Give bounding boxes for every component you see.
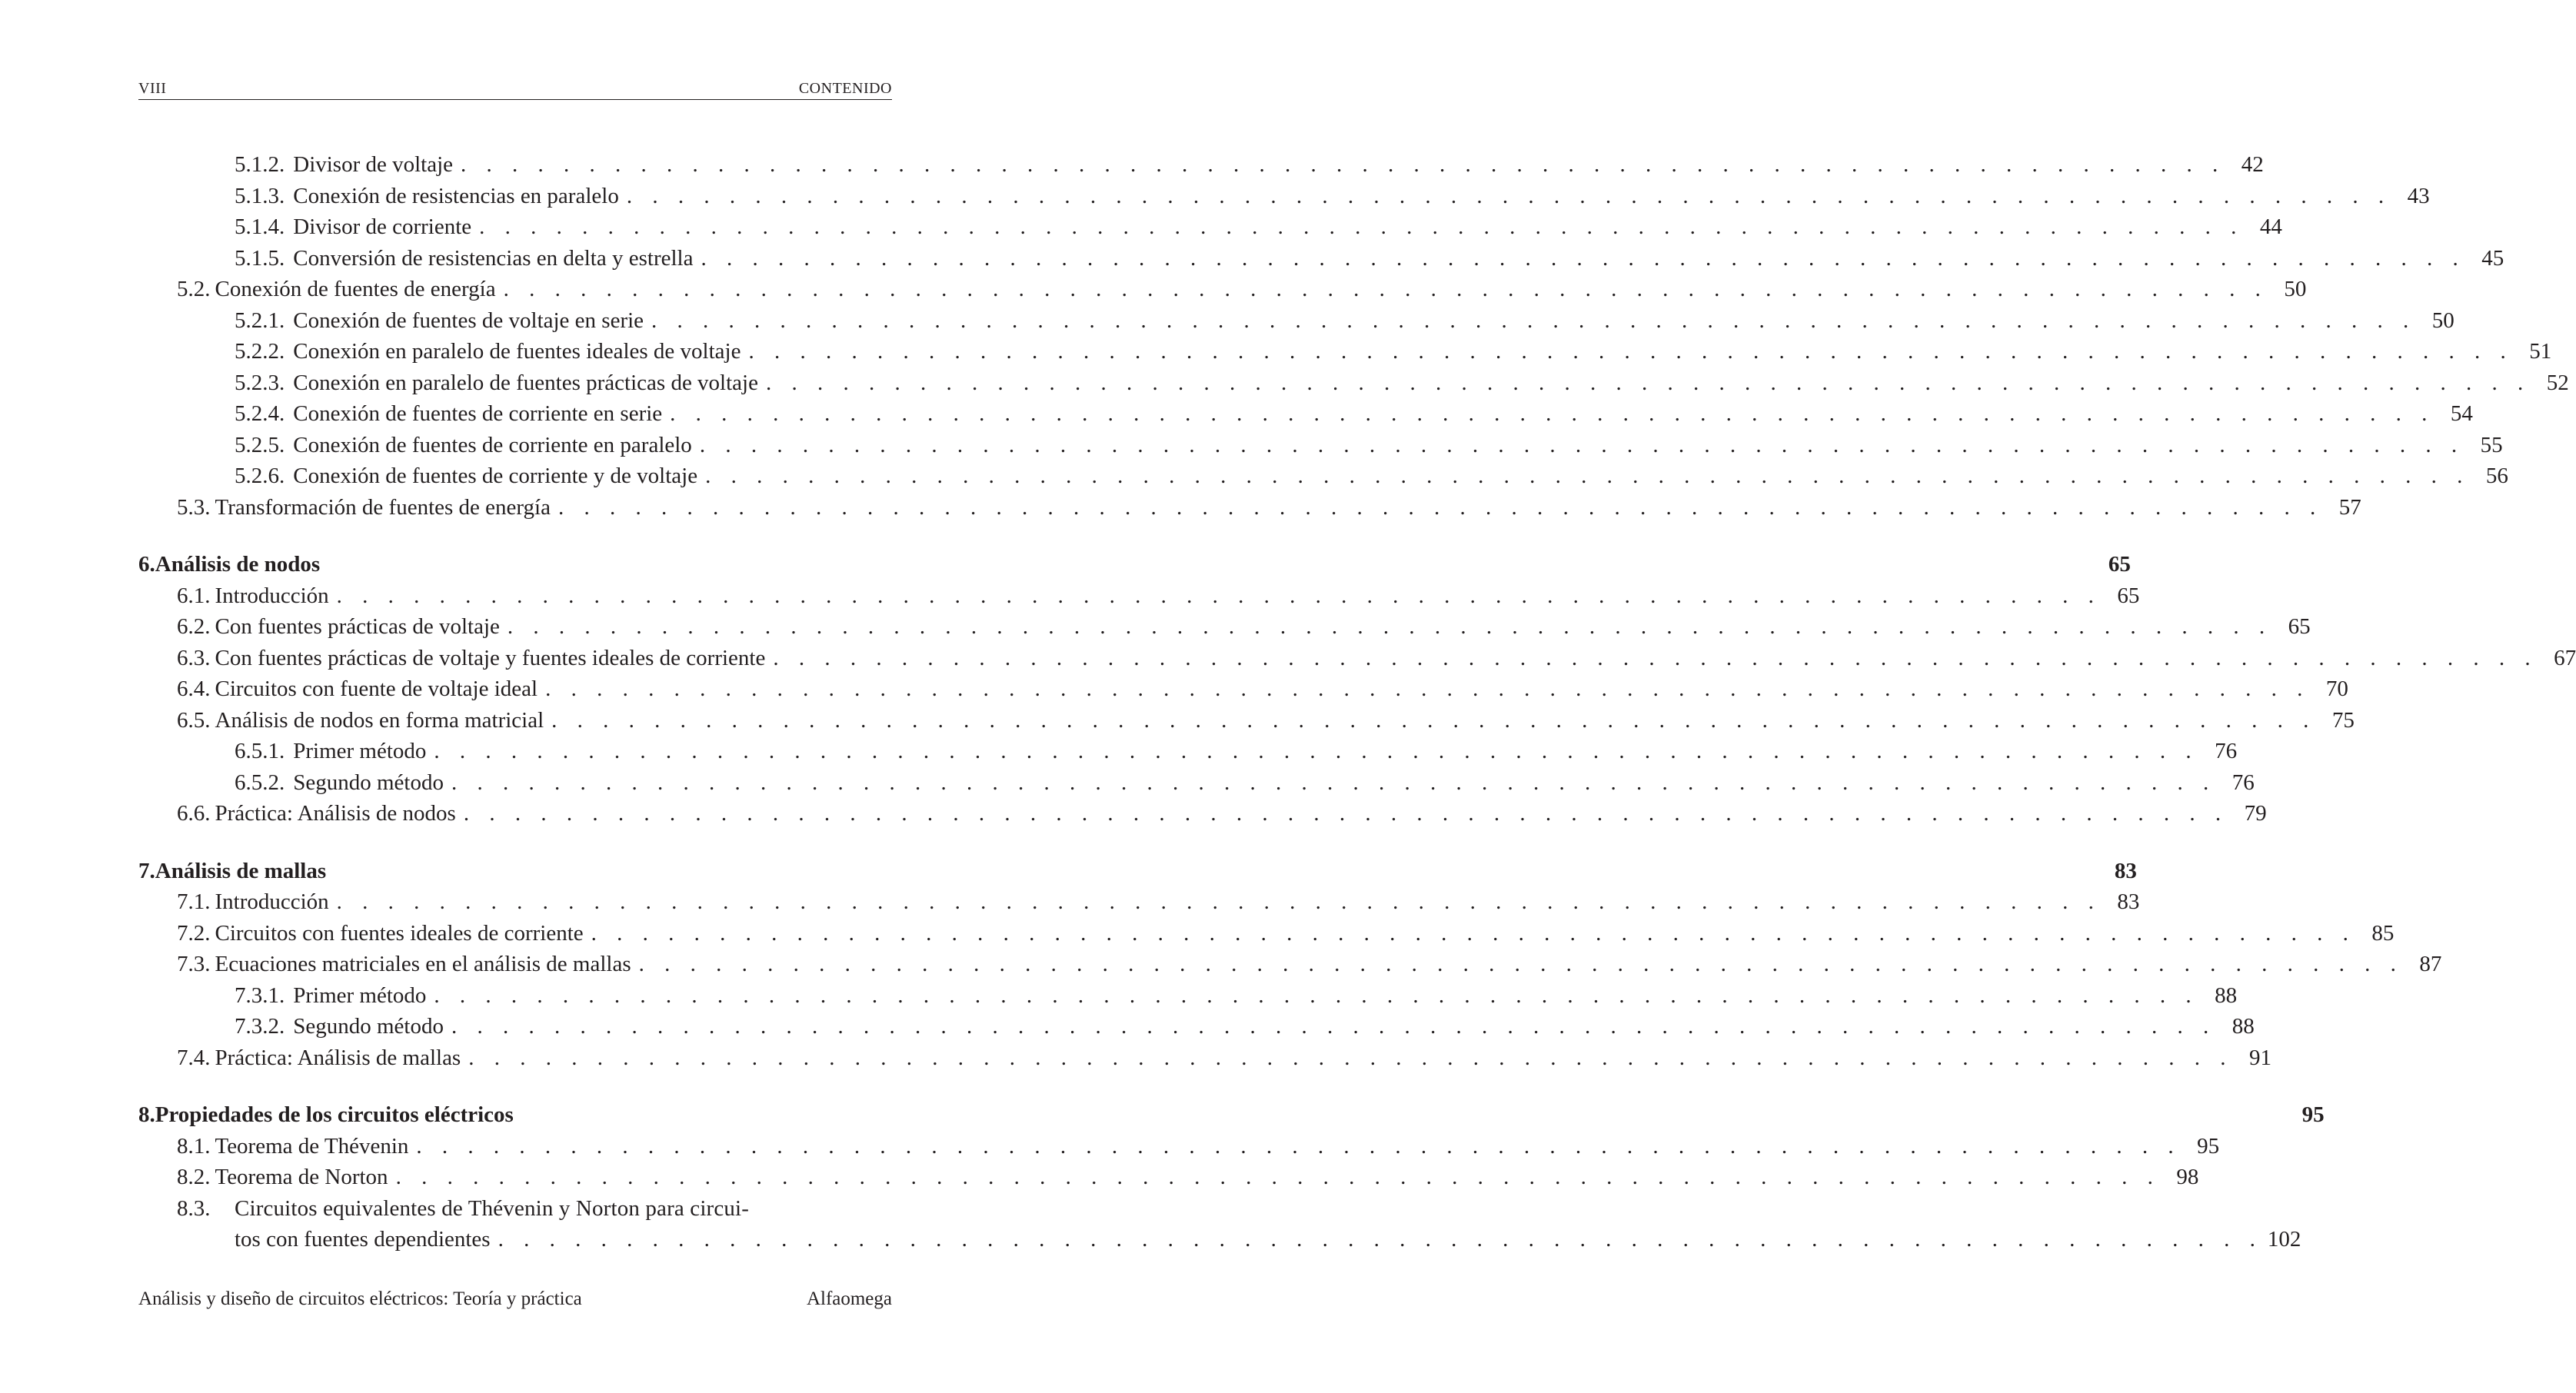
toc-entry-number: 5.2.3. [235, 370, 285, 395]
toc-entry-page: 54 [2450, 401, 2473, 426]
toc-entry[interactable] [138, 464, 2508, 495]
table-of-contents [138, 152, 2576, 1258]
toc-entry-page: 55 [2480, 432, 2503, 457]
toc-entry-title: Análisis de mallas [155, 858, 327, 883]
dot-leader: . . . . . . . . . . . . . . . . . . . . . . . . . . . . . . . . . . . . . . . . . . . . . . . . . . . . . . . . . . . . . . . . . . . . . [699, 432, 2465, 457]
toc-entry-wrapped [138, 1195, 2301, 1258]
toc-entry[interactable] [138, 214, 2282, 246]
toc-entry[interactable] [138, 339, 2552, 371]
toc-entry[interactable] [138, 308, 2455, 340]
toc-entry[interactable] [138, 1165, 2199, 1196]
toc-entry-number: 7.2. [177, 920, 211, 946]
toc-entry-number: 7. [138, 858, 155, 883]
dot-leader: . . . . . . . . . . . . . . . . . . . . . . . . . . . . . . . . . . . . . . . . . . . . . . . . . . . . . . . . . . . . . . . . . . . . . [479, 214, 2244, 239]
toc-entry-page: 75 [2331, 707, 2355, 733]
toc-entry[interactable] [138, 1014, 2255, 1046]
dot-leader: . . . . . . . . . . . . . . . . . . . . . . . . . . . . . . . . . . . . . . . . . . . . . . . . . . . . . . . . . . . . . . . . . . . . . [591, 920, 2356, 946]
toc-entry[interactable] [138, 494, 2361, 527]
toc-entry-page: 50 [2431, 308, 2455, 333]
toc-entry-title: Con fuentes prácticas de voltaje [215, 614, 500, 639]
toc-entry[interactable] [138, 920, 2395, 952]
dot-leader: . . . . . . . . . . . . . . . . . . . . . . . . . . . . . . . . . . . . . . . . . . . . . . . . . . . . . . . . . . . . . . . . . . . . . [765, 370, 2531, 395]
toc-entry-page: 70 [2325, 677, 2348, 701]
toc-entry-number: 6.6. [177, 801, 211, 826]
dot-leader: . . . . . . . . . . . . . . . . . . . . . . . . . . . . . . . . . . . . . . . . . . . . . . . . . . . . . . . . . . . . . . . . . . . . . [551, 707, 2316, 733]
toc-entry[interactable] [138, 982, 2238, 1015]
toc-entry-title: Primer método [293, 739, 427, 763]
dot-leader: . . . . . . . . . . . . . . . . . . . . . . . . . . . . . . . . . . . . . . . . . . . . . . . . . . . . . . . . . . . . . . . . . . . . . [503, 277, 2268, 301]
dot-leader: . . . . . . . . . . . . . . . . . . . . . . . . . . . . . . . . . . . . . . . . . . . . . . . . . . . . . . . . . . . . . . . . . . . . . [507, 614, 2272, 639]
toc-entry-title: Primer método [293, 982, 427, 1008]
toc-entry[interactable] [138, 677, 2348, 708]
toc-entry[interactable] [138, 1045, 2271, 1077]
dot-leader: . . . . . . . . . . . . . . . . . . . . . . . . . . . . . . . . . . . . . . . . . . . . . . . . . . . . . . . . . . . . . . . . . . . . . [701, 245, 2466, 271]
toc-entry-number: 5.1.2. [235, 152, 285, 177]
toc-entry-page: 45 [2481, 245, 2504, 271]
dot-leader: . . . . . . . . . . . . . . . . . . . . . . . . . . . . . . . . . . . . . . . . . . . . . . . . . . . . . . . . . . . . . . . . . . . . . [468, 1045, 2233, 1070]
dot-leader: . . . . . . . . . . . . . . . . . . . . . . . . . . . . . . . . . . . . . . . . . . . . . . . . . . . . . . . . . . . . . . . . . . . . . [498, 1227, 2263, 1252]
toc-entry-number: 5.1.5. [235, 245, 285, 271]
dot-leader: . . . . . . . . . . . . . . . . . . . . . . . . . . . . . . . . . . . . . . . . . . . . . . . . . . . . . . . . . . . . . . . . . . . . . [651, 308, 2416, 333]
toc-entry-number: 5.2.5. [235, 432, 285, 457]
toc-entry-title: Transformación de fuentes de energía [215, 494, 551, 520]
dot-leader: . . . . . . . . . . . . . . . . . . . . . . . . . . . . . . . . . . . . . . . . . . . . . . . . . . . . . . . . . . . . . . . . . . . . . [336, 889, 2102, 914]
toc-chapter-entry[interactable] [138, 1102, 2325, 1134]
toc-entry[interactable] [138, 583, 2140, 615]
toc-entry-title: Análisis de nodos [155, 552, 321, 577]
toc-entry-title: Introducción [215, 583, 329, 608]
toc-entry-page: 44 [2259, 214, 2282, 239]
dot-leader: . . . . . . . . . . . . . . . . . . . . . . . . . . . . . . . . . . . . . . . . . . . . . . . . . . . . . . . . . . . . . . . . . . . . . [626, 183, 2391, 208]
dot-leader: . . . . . . . . . . . . . . . . . . . . . . . . . . . . . . . . . . . . . . . . . . . . . . . . . . . . . . . . . . . . . . . . . . . . . [451, 1014, 2216, 1039]
dot-leader: . . . . . . . . . . . . . . . . . . . . . . . . . . . . . . . . . . . . . . . . . . . . . . . . . . . . . . . . . . . . . . . . . . . . . [434, 982, 2199, 1008]
toc-entry-title: Segundo método [293, 1014, 444, 1039]
toc-entry-page: 52 [2546, 370, 2569, 395]
toc-entry-number: 6.5. [177, 707, 211, 733]
toc-entry[interactable] [138, 370, 2569, 402]
running-header [138, 80, 892, 98]
toc-entry[interactable] [138, 1133, 2220, 1165]
toc-entry-number: 6.3. [177, 645, 211, 670]
toc-entry-page: 56 [2485, 464, 2508, 488]
toc-entry-page: 57 [2338, 494, 2361, 520]
dot-leader: . . . . . . . . . . . . . . . . . . . . . . . . . . . . . . . . . . . . . . . . . . . . . . . . . . . . . . . . . . . . . . . . . . . . . [336, 583, 2102, 608]
toc-entry-title: Conexión de fuentes de energía [215, 277, 496, 301]
toc-entry-title: Segundo método [293, 770, 444, 795]
dot-leader: . . . . . . . . . . . . . . . . . . . . . . . . . . . . . . . . . . . . . . . . . . . . . . . . . . . . . . . . . . . . . . . . . . . . . [451, 770, 2216, 795]
dot-leader: . . . . . . . . . . . . . . . . . . . . . . . . . . . . . . . . . . . . . . . . . . . . . . . . . . . . . . . . . . . . . . . . . . . . . [463, 801, 2228, 826]
toc-entry-page: 98 [2176, 1165, 2199, 1189]
page-number-roman: VIII [138, 80, 167, 97]
toc-entry-title: Introducción [215, 889, 329, 914]
toc-entry-number: 6.2. [177, 614, 211, 639]
toc-entry-page: 43 [2407, 183, 2430, 208]
page-footer [138, 1288, 892, 1310]
toc-entry-number: 7.4. [177, 1045, 211, 1070]
dot-leader: . . . . . . . . . . . . . . . . . . . . . . . . . . . . . . . . . . . . . . . . . . . . . . . . . . . . . . . . . . . . . . . . . . . . . [434, 739, 2199, 763]
toc-entry-number: 8.3. [177, 1195, 211, 1221]
dot-leader: . . . . . . . . . . . . . . . . . . . . . . . . . . . . . . . . . . . . . . . . . . . . . . . . . . . . . . . . . . . . . . . . . . . . . [416, 1133, 2182, 1159]
toc-entry-title: Divisor de corriente [293, 214, 472, 239]
toc-entry-title: Conexión de fuentes de corriente en paralelo [293, 432, 692, 457]
toc-entry-title: Circuitos con fuente de voltaje ideal [215, 677, 538, 701]
toc-entry-title: Conexión en paralelo de fuentes ideales de voltaje [293, 339, 741, 364]
toc-entry-title: Divisor de voltaje [293, 152, 454, 177]
toc-entry-number: 6.5.1. [235, 739, 285, 763]
toc-entry-number: 8.2. [177, 1165, 211, 1189]
toc-entry-page: 65 [2288, 614, 2311, 639]
toc-entry-title: Circuitos con fuentes ideales de corriente [215, 920, 584, 946]
toc-entry-page: 85 [2371, 920, 2395, 946]
toc-entry-page: 76 [2232, 770, 2255, 795]
toc-entry[interactable] [138, 645, 2576, 677]
toc-entry[interactable] [138, 889, 2140, 921]
toc-entry-title: Conexión de resistencias en paralelo [293, 183, 619, 208]
dot-leader: . . . . . . . . . . . . . . . . . . . . . . . . . . . . . . . . . . . . . . . . . . . . . . . . . . . . . . . . . . . . . . . . . . . . . [461, 152, 2225, 177]
dot-leader: . . . . . . . . . . . . . . . . . . . . . . . . . . . . . . . . . . . . . . . . . . . . . . . . . . . . . . . . . . . . . . . . . . . . . [545, 677, 2310, 701]
toc-chapter-entry[interactable] [138, 858, 2137, 890]
toc-entry-number: 6.1. [177, 583, 211, 608]
toc-entry-page: 91 [2248, 1045, 2271, 1070]
toc-entry-page: 51 [2529, 339, 2552, 364]
footer-book-title: Análisis y diseño de circuitos eléctricos: Teoría y práctica [138, 1288, 582, 1309]
toc-entry-title: Análisis de nodos en forma matricial [215, 707, 544, 733]
toc-chapter-entry[interactable] [138, 552, 2131, 583]
toc-entry-number: 6.4. [177, 677, 211, 701]
toc-entry-title: Conversión de resistencias en delta y estrella [293, 245, 694, 271]
toc-entry-page: 65 [2117, 583, 2140, 608]
toc-entry-number: 5.3. [177, 494, 211, 520]
toc-entry-page: 79 [2244, 801, 2267, 826]
toc-entry-title: Práctica: Análisis de nodos [215, 801, 456, 826]
footer-publisher: Alfaomega [806, 1288, 892, 1309]
toc-entry-title: Conexión en paralelo de fuentes prácticas de voltaje [293, 370, 758, 395]
toc-entry-page: 42 [2241, 152, 2264, 177]
toc-entry-title-line2: tos con fuentes dependientes [235, 1227, 491, 1252]
toc-entry[interactable] [138, 432, 2503, 464]
toc-entry-title: Conexión de fuentes de voltaje en serie [293, 308, 644, 333]
toc-entry-number: 5.2.4. [235, 401, 285, 426]
toc-entry-title: Teorema de Thévenin [215, 1133, 409, 1159]
header-rule [138, 99, 892, 100]
toc-entry-page: 67 [2554, 645, 2576, 670]
toc-entry-number: 5.1.4. [235, 214, 285, 239]
toc-entry-number: 8.1. [177, 1133, 211, 1159]
toc-entry[interactable] [138, 739, 2238, 770]
toc-entry-number: 7.3.1. [235, 982, 285, 1008]
toc-entry-page: 83 [2114, 858, 2137, 883]
toc-entry-page: 88 [2232, 1014, 2255, 1039]
toc-entry-page: 88 [2215, 982, 2238, 1008]
toc-entry-title: Ecuaciones matriciales en el análisis de mallas [215, 952, 631, 976]
toc-entry[interactable] [138, 401, 2473, 433]
toc-entry-page: 83 [2117, 889, 2140, 914]
toc-entry-number: 7.1. [177, 889, 211, 914]
toc-entry-number: 5.2. [177, 277, 211, 301]
dot-leader: . . . . . . . . . . . . . . . . . . . . . . . . . . . . . . . . . . . . . . . . . . . . . . . . . . . . . . . . . . . . . . . . . . . . . [638, 952, 2404, 976]
dot-leader: . . . . . . . . . . . . . . . . . . . . . . . . . . . . . . . . . . . . . . . . . . . . . . . . . . . . . . . . . . . . . . . . . . . . . [670, 401, 2435, 426]
toc-entry-number: 6. [138, 552, 155, 577]
toc-entry[interactable] [138, 183, 2430, 215]
toc-entry[interactable] [138, 152, 2264, 184]
toc-entry-title: Teorema de Norton [215, 1165, 388, 1189]
toc-entry[interactable] [138, 801, 2267, 833]
toc-entry-title: Con fuentes prácticas de voltaje y fuentes ideales de corriente [215, 645, 766, 670]
toc-entry[interactable] [138, 245, 2504, 278]
toc-entry-number: 7.3. [177, 952, 211, 976]
toc-entry-page: 65 [2108, 552, 2131, 577]
dot-leader: . . . . . . . . . . . . . . . . . . . . . . . . . . . . . . . . . . . . . . . . . . . . . . . . . . . . . . . . . . . . . . . . . . . . . [705, 464, 2470, 488]
toc-entry-page: 95 [2301, 1102, 2325, 1127]
running-header-title: CONTENIDO [798, 80, 892, 97]
toc-entry-title: Propiedades de los circuitos eléctricos [155, 1102, 514, 1127]
toc-entry-number: 5.2.1. [235, 308, 285, 333]
toc-entry[interactable] [138, 770, 2255, 802]
toc-entry-page: 102 [2267, 1227, 2301, 1252]
dot-leader: . . . . . . . . . . . . . . . . . . . . . . . . . . . . . . . . . . . . . . . . . . . . . . . . . . . . . . . . . . . . . . . . . . . . . [773, 645, 2538, 670]
toc-entry-number: 5.2.2. [235, 339, 285, 364]
toc-entry-title: Práctica: Análisis de mallas [215, 1045, 461, 1070]
toc-entry-page: 95 [2197, 1133, 2220, 1159]
toc-entry-page: 50 [2284, 277, 2307, 301]
toc-entry[interactable] [138, 614, 2311, 646]
toc-entry-title: Conexión de fuentes de corriente en serie [293, 401, 663, 426]
toc-entry-number: 7.3.2. [235, 1014, 285, 1039]
toc-entry[interactable] [138, 952, 2442, 983]
toc-entry-number: 5.1.3. [235, 183, 285, 208]
dot-leader: . . . . . . . . . . . . . . . . . . . . . . . . . . . . . . . . . . . . . . . . . . . . . . . . . . . . . . . . . . . . . . . . . . . . . [395, 1165, 2161, 1189]
toc-entry-number: 6.5.2. [235, 770, 285, 795]
toc-entry-number: 5.2.6. [235, 464, 285, 488]
toc-entry-title-line1: Circuitos equivalentes de Thévenin y Norton para circui- [235, 1195, 750, 1221]
dot-leader: . . . . . . . . . . . . . . . . . . . . . . . . . . . . . . . . . . . . . . . . . . . . . . . . . . . . . . . . . . . . . . . . . . . . . [557, 494, 2323, 520]
dot-leader: . . . . . . . . . . . . . . . . . . . . . . . . . . . . . . . . . . . . . . . . . . . . . . . . . . . . . . . . . . . . . . . . . . . . . [748, 339, 2514, 364]
toc-entry-page: 76 [2215, 739, 2238, 763]
toc-entry-title: Conexión de fuentes de corriente y de voltaje [293, 464, 698, 488]
toc-entry-number: 8. [138, 1102, 155, 1127]
toc-entry-page: 87 [2419, 952, 2442, 976]
toc-entry[interactable] [138, 277, 2307, 308]
toc-entry[interactable] [138, 707, 2355, 740]
